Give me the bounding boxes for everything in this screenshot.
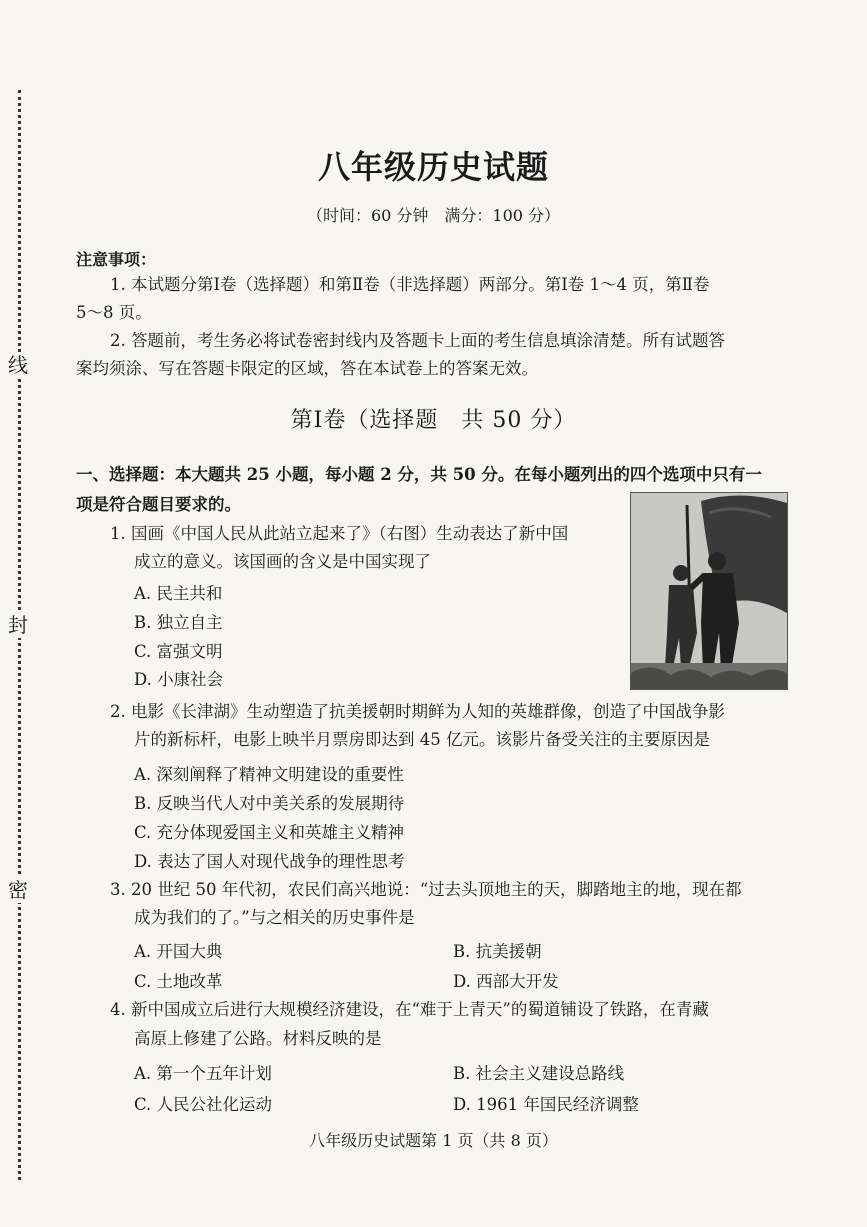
notice-item-2-line-2: 案均须涂、写在答题卡限定的区域，答在本试卷上的答案无效。 (76, 359, 538, 378)
binding-mark-seal: 封 (3, 612, 33, 638)
notice-item-2-line-1: 2. 答题前，考生务必将试卷密封线内及答题卡上面的考生信息填涂清楚。所有试题答 (110, 331, 725, 350)
question-2-option-a: A. 深刻阐释了精神文明建设的重要性 (134, 765, 404, 784)
question-4-option-a: A. 第一个五年计划 (134, 1064, 272, 1083)
question-3-option-a: A. 开国大典 (134, 942, 223, 961)
question-1-option-a: A. 民主共和 (134, 584, 223, 603)
section-title: 第Ⅰ卷（选择题 共 50 分） (290, 408, 577, 433)
question-3-option-b: B. 抗美援朝 (453, 942, 542, 961)
question-3-option-d: D. 西部大开发 (453, 972, 559, 991)
question-1-line-2: 成立的意义。该国画的含义是中国实现了 (134, 552, 431, 571)
binding-mark-secret: 密 (3, 877, 33, 903)
question-4-option-d: D. 1961 年国民经济调整 (453, 1095, 639, 1114)
question-2-option-c: C. 充分体现爱国主义和英雄主义精神 (134, 823, 405, 842)
exam-time-score: （时间：60 分钟 满分：100 分） (306, 206, 561, 225)
part-instructions-line-1: 一、选择题：本大题共 25 小题，每小题 2 分，共 50 分。在每小题列出的四个选项中只有一 (76, 465, 762, 484)
painting-illustration (631, 493, 787, 689)
question-1-option-b: B. 独立自主 (134, 613, 223, 632)
question-1-option-d: D. 小康社会 (134, 670, 224, 689)
page-title: 八年级历史试题 (317, 148, 549, 186)
painting-image (630, 492, 788, 690)
notice-item-1-line-1: 1. 本试题分第Ⅰ卷（选择题）和第Ⅱ卷（非选择题）两部分。第Ⅰ卷 1～4 页，第Ⅱ卷 (110, 275, 710, 294)
question-4-option-c: C. 人民公社化运动 (134, 1095, 273, 1114)
question-1-line-1: 1. 国画《中国人民从此站立起来了》（右图）生动表达了新中国 (110, 524, 569, 543)
notice-heading: 注意事项： (76, 250, 157, 269)
question-2-option-d: D. 表达了国人对现代战争的理性思考 (134, 852, 405, 871)
question-2-option-b: B. 反映当代人对中美关系的发展期待 (134, 794, 405, 813)
question-2-line-2: 片的新标杆，电影上映半月票房即达到 45 亿元。该影片备受关注的主要原因是 (134, 730, 710, 749)
question-2-line-1: 2. 电影《长津湖》生动塑造了抗美援朝时期鲜为人知的英雄群像，创造了中国战争影 (110, 702, 725, 721)
question-1-option-c: C. 富强文明 (134, 642, 223, 661)
notice-item-1-line-2: 5～8 页。 (76, 303, 152, 322)
question-4-option-b: B. 社会主义建设总路线 (453, 1064, 625, 1083)
question-4-line-2: 高原上修建了公路。材料反映的是 (134, 1029, 382, 1048)
question-3-option-c: C. 土地改革 (134, 972, 223, 991)
question-3-line-2: 成为我们的了。”与之相关的历史事件是 (134, 908, 415, 927)
part-instructions-line-2: 项是符合题目要求的。 (76, 495, 241, 514)
page-footer: 八年级历史试题第 1 页（共 8 页） (309, 1131, 558, 1150)
question-4-line-1: 4. 新中国成立后进行大规模经济建设，在“难于上青天”的蜀道铺设了铁路，在青藏 (110, 1000, 709, 1019)
question-3-line-1: 3. 20 世纪 50 年代初，农民们高兴地说：“过去头顶地主的天，脚踏地主的地，现在都 (110, 880, 742, 899)
binding-mark-line: 线 (3, 352, 33, 378)
